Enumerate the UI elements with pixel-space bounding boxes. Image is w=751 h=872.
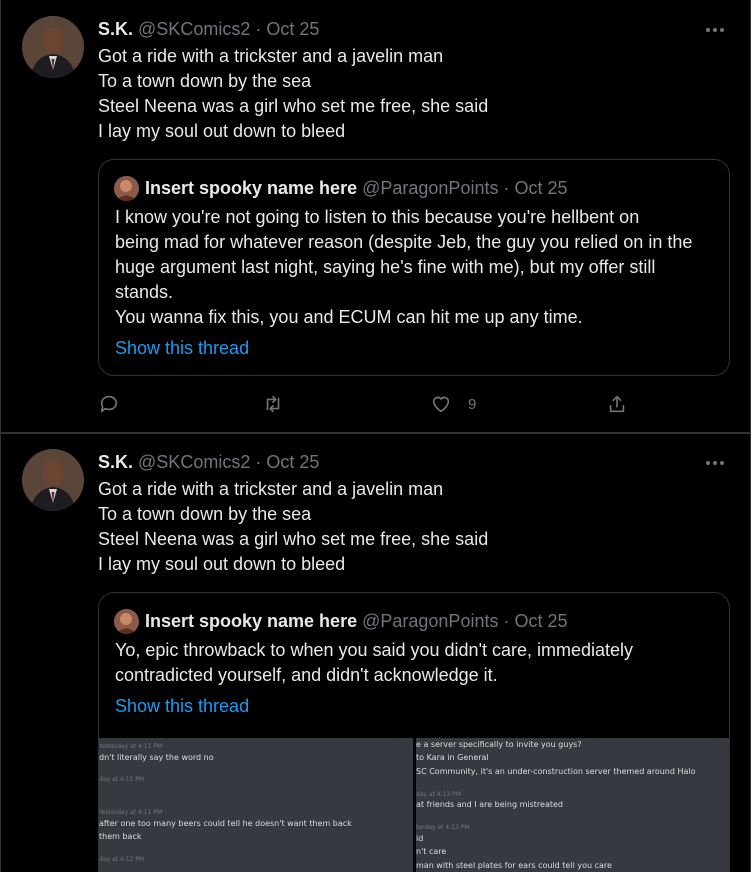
quoted-text (115, 638, 719, 688)
screenshot-right-panel (416, 738, 730, 872)
avatar[interactable] (22, 16, 84, 78)
quoted-header (145, 177, 567, 199)
quoted-tweet[interactable] (98, 159, 730, 376)
author-name[interactable]: S.K. (98, 19, 134, 39)
share-icon (606, 393, 628, 415)
more-options-icon[interactable] (706, 452, 726, 472)
quoted-author-name: Insert spooky name here (145, 178, 358, 198)
author-name[interactable]: S.K. (98, 452, 134, 472)
tweet[interactable] (0, 0, 751, 433)
quoted-author-meta: @ParagonPoints · Oct 25 (362, 178, 568, 198)
chat-message: id (416, 834, 424, 843)
attached-screenshot[interactable] (99, 738, 730, 872)
more-options-icon[interactable] (706, 19, 726, 39)
tweet[interactable] (0, 433, 751, 872)
tweet-header (98, 451, 319, 473)
quoted-line: Yo, epic throwback to when you said you didn't care, immediately (115, 640, 634, 660)
tweet-line: I lay my soul out down to bleed (98, 121, 346, 141)
chat-message: after one too many beers could tell he doesn't want them back (99, 819, 352, 828)
chat-message: n't care (416, 847, 447, 856)
chat-message: e a server specifically to invite you guys? (416, 740, 582, 749)
quoted-tweet[interactable] (98, 592, 730, 872)
avatar[interactable] (22, 449, 84, 511)
chat-message: to Kara in General (416, 753, 489, 762)
chat-message: man with steel plates for ears could tell you care (416, 861, 612, 870)
chat-timestamp: day at 4:11 PM (99, 776, 145, 783)
chat-message: at friends and I are being mistreated (416, 800, 563, 809)
quoted-line: contradicted yourself, and didn't acknowledge it. (115, 665, 498, 685)
like-count: 9 (468, 395, 477, 413)
author-meta[interactable]: @SKComics2 · Oct 25 (138, 452, 320, 472)
quoted-text (115, 205, 719, 330)
like-button[interactable] (430, 392, 476, 416)
chat-timestamp: day at 4:12 PM (99, 856, 145, 863)
tweet-text (98, 44, 718, 144)
quoted-avatar (114, 176, 139, 201)
reply-button[interactable] (98, 392, 120, 416)
chat-message: them back (99, 832, 142, 841)
quoted-avatar (114, 609, 139, 634)
quoted-line: You wanna fix this, you and ECUM can hit me up any time. (115, 307, 583, 327)
chat-timestamp: terday at 4:13 PM (416, 824, 470, 831)
quoted-header (145, 610, 567, 632)
quoted-author-meta: @ParagonPoints · Oct 25 (362, 611, 568, 631)
tweet-line: Got a ride with a trickster and a javelin man (98, 46, 444, 66)
share-button[interactable] (606, 392, 628, 416)
tweet-line: Steel Neena was a girl who set me free, she said (98, 96, 489, 116)
quoted-line: being mad for whatever reason (despite Jeb, the guy you relied on in the (115, 232, 693, 252)
heart-icon (430, 393, 452, 415)
tweet-header (98, 18, 319, 40)
tweet-line: To a town down by the sea (98, 71, 312, 91)
quoted-author-name: Insert spooky name here (145, 611, 358, 631)
chat-message: dn't literally say the word no (99, 753, 214, 762)
tweet-text (98, 477, 718, 577)
screenshot-left-panel (99, 738, 413, 872)
tweet-line: Got a ride with a trickster and a javelin man (98, 479, 444, 499)
show-thread-link[interactable]: Show this thread (115, 696, 250, 716)
retweet-icon (262, 393, 284, 415)
reply-icon (98, 393, 120, 415)
tweet-actions (98, 392, 638, 416)
tweet-line: Steel Neena was a girl who set me free, she said (98, 529, 489, 549)
author-meta[interactable]: @SKComics2 · Oct 25 (138, 19, 320, 39)
chat-message: SC Community, it's an under-construction server themed around Halo (416, 767, 696, 776)
quoted-line: stands. (115, 282, 174, 302)
tweet-line: I lay my soul out down to bleed (98, 554, 346, 574)
chat-timestamp: Yesterday at 4:11 PM (99, 743, 163, 750)
retweet-button[interactable] (262, 392, 284, 416)
chat-timestamp: day at 4:13 PM (416, 791, 462, 798)
tweet-line: To a town down by the sea (98, 504, 312, 524)
chat-timestamp: Yesterday at 4:11 PM (99, 809, 163, 816)
quoted-line: I know you're not going to listen to this because you're hellbent on (115, 207, 640, 227)
quoted-line: huge argument last night, saying he's fine with me), but my offer still (115, 257, 656, 277)
show-thread-link[interactable]: Show this thread (115, 338, 250, 358)
